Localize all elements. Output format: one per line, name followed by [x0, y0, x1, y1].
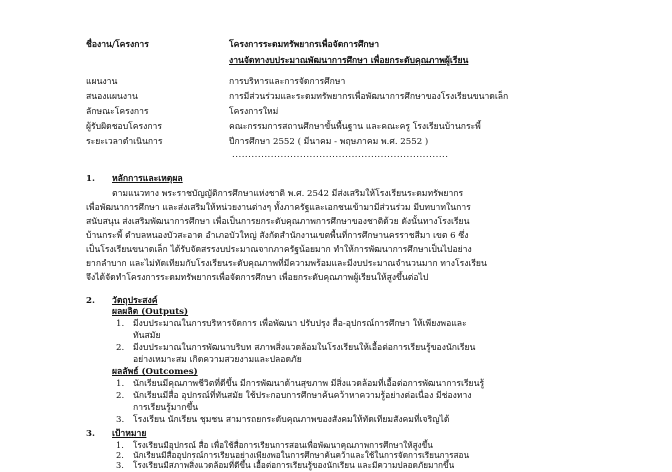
plan-label: แผนงาน: [86, 77, 118, 87]
section1-line: สนับสนุน ส่งเสริมพัฒนาการศึกษา เพื่อเป็นการยกระดับคุณภาพการศึกษาของชาติด้วย ดังนั้นทางโรงเรียน: [86, 217, 470, 227]
responsible-label: ผู้รับผิดชอบโครงการ: [86, 122, 162, 132]
target-item-number: 2.: [116, 450, 124, 460]
outcome-item-number: 3.: [116, 415, 125, 425]
outcome-item-line: โรงเรียน นักเรียน ชุมชน สามารถยกระดับคุณภาพของสังคมให้ทัดเทียมสังคมที่เจริญได้: [133, 415, 450, 425]
outcome-item-number: 1.: [116, 379, 125, 389]
outputs-heading: ผลผลิต (Outputs): [112, 307, 189, 317]
section1-title: หลักการและเหตุผล: [112, 174, 183, 184]
section1-line: ยากลำบาก และไม่ทัดเทียมกับโรงเรียนระดับคุณภาพที่มีความพร้อมและมีงบประมาณจำนวนมาก ทางโรงเรียน: [86, 259, 487, 269]
section2-title: วัตถุประสงค์: [112, 296, 158, 306]
project-type-value: โครงการใหม่: [229, 107, 279, 117]
output-item-number: 2.: [116, 343, 125, 353]
output-item-line: มีงบประมาณในการบริหารจัดการ เพื่อพัฒนา ปรับปรุง สื่อ-อุปกรณ์การศึกษา ให้เพียงพอและ: [133, 319, 467, 329]
section3-number: 3.: [86, 429, 95, 439]
output-item-number: 1.: [116, 319, 125, 329]
section3-title: เป้าหมาย: [112, 429, 147, 439]
project-label: ชื่องาน/โครงการ: [86, 40, 149, 50]
dotted-separator: ...................................................................: [232, 150, 449, 160]
outcomes-heading: ผลลัพธ์ (Outcomes): [112, 367, 198, 377]
output-item-line: มีงบประมาณในการพัฒนาบริบท สภาพสิ่งแวดล้อมในโรงเรียนให้เอื้อต่อการเรียนรู้ของนักเรียน: [133, 343, 476, 353]
section1-line: ตามแนวทาง พระราชบัญญัติการศึกษาแห่งชาติ พ.ศ. 2542 มีส่งเสริมให้โรงเรียนระดมทรัพยากร: [112, 189, 464, 199]
outcome-item-line: นักเรียนมีสื่อ อุปกรณ์ที่ทันสมัย ใช้ประกอบการศึกษาค้นคว้าหาความรู้อย่างต่อเนื่อง มีช่องทาง: [133, 391, 472, 401]
responsible-value: คณะกรรมการสถานศึกษาขั้นพื้นฐาน และคณะครู โรงเรียนบ้านกระพี้: [229, 122, 481, 132]
target-item-number: 1.: [116, 440, 124, 450]
response-plan-label: สนองแผนงาน: [86, 92, 138, 102]
outcome-item-line: การเรียนรู้มากขึ้น: [133, 403, 199, 413]
target-item-text: นักเรียนมีสื่ออุปกรณ์การเรียนอย่างเพียงพอในการศึกษาค้นคว้าและใช้ในการจัดการเรียนการสอน: [133, 450, 470, 460]
response-plan-value: การมีส่วนร่วมและระดมทรัพยากรเพื่อพัฒนาการศึกษาของโรงเรียนขนาดเล็ก: [229, 92, 509, 102]
section1-line: เพื่อพัฒนาการศึกษา และส่งเสริมให้หน่วยงานต่างๆ ทั้งภาครัฐและเอกชนเข้ามามีส่วนร่วม มีบทบาทในการ: [86, 203, 471, 213]
section1-line: เป็นโรงเรียนขนาดเล็ก ได้รับจัดสรรงบประมาณจากภาครัฐน้อยมาก ทำให้การพัฒนาการศึกษาเป็นไปอย่าง: [86, 245, 472, 255]
project-type-label: ลักษณะโครงการ: [86, 107, 149, 117]
section2-number: 2.: [86, 296, 95, 306]
outcome-item-line: นักเรียนมีคุณภาพชีวิตที่ดีขึ้น มีการพัฒนาด้านสุขภาพ มีสิ่งแวดล้อมที่เอื้อต่อการพัฒนาการเรียนรู้: [133, 379, 485, 389]
section1-number: 1.: [86, 174, 95, 184]
duration-label: ระยะเวลาดำเนินการ: [86, 137, 163, 147]
project-title: โครงการระดมทรัพยากรเพื่อจัดการศึกษา: [229, 40, 380, 50]
plan-value: การบริหารและการจัดการศึกษา: [229, 77, 346, 87]
target-item-number: 3.: [116, 460, 124, 470]
output-item-line: อย่างเหมาะสม เกิดความสวยงามและปลอดภัย: [133, 355, 302, 365]
project-subtitle: งานจัดทางบประมาณพัฒนาการศึกษา เพื่อยกระดับคุณภาพผู้เรียน: [229, 56, 469, 66]
section1-line: บ้านกระพี้ ตำบลหนองบัวสะอาด อำเภอบัวใหญ่ สังกัดสำนักงานเขตพื้นที่การศึกษานครราชสีมา เขต 6 ซึ่ง: [86, 231, 469, 241]
target-item-text: โรงเรียนมีอุปกรณ์ สื่อ เพื่อใช้สื่อการเรียนการสอนเพื่อพัฒนาคุณภาพการศึกษาให้สูงขึ้น: [133, 440, 433, 450]
section1-line: จึงได้จัดทำโครงการระดมทรัพยากรเพื่อจัดการศึกษา เพื่อยกระดับคุณภาพผู้เรียนให้สูงขึ้นต่อไป: [86, 273, 429, 283]
outcome-item-number: 2.: [116, 391, 125, 401]
duration-value: ปีการศึกษา 2552 ( มีนาคม - พฤษภาคม พ.ศ. 2552 ): [229, 137, 429, 147]
output-item-line: ทันสมัย: [133, 331, 161, 341]
target-item-text: โรงเรียนมีสภาพสิ่งแวดล้อมที่ดีขึ้น เอื้อต่อการเรียนรู้ของนักเรียน และมีความปลอดภัยมากขึ้น: [133, 460, 455, 470]
